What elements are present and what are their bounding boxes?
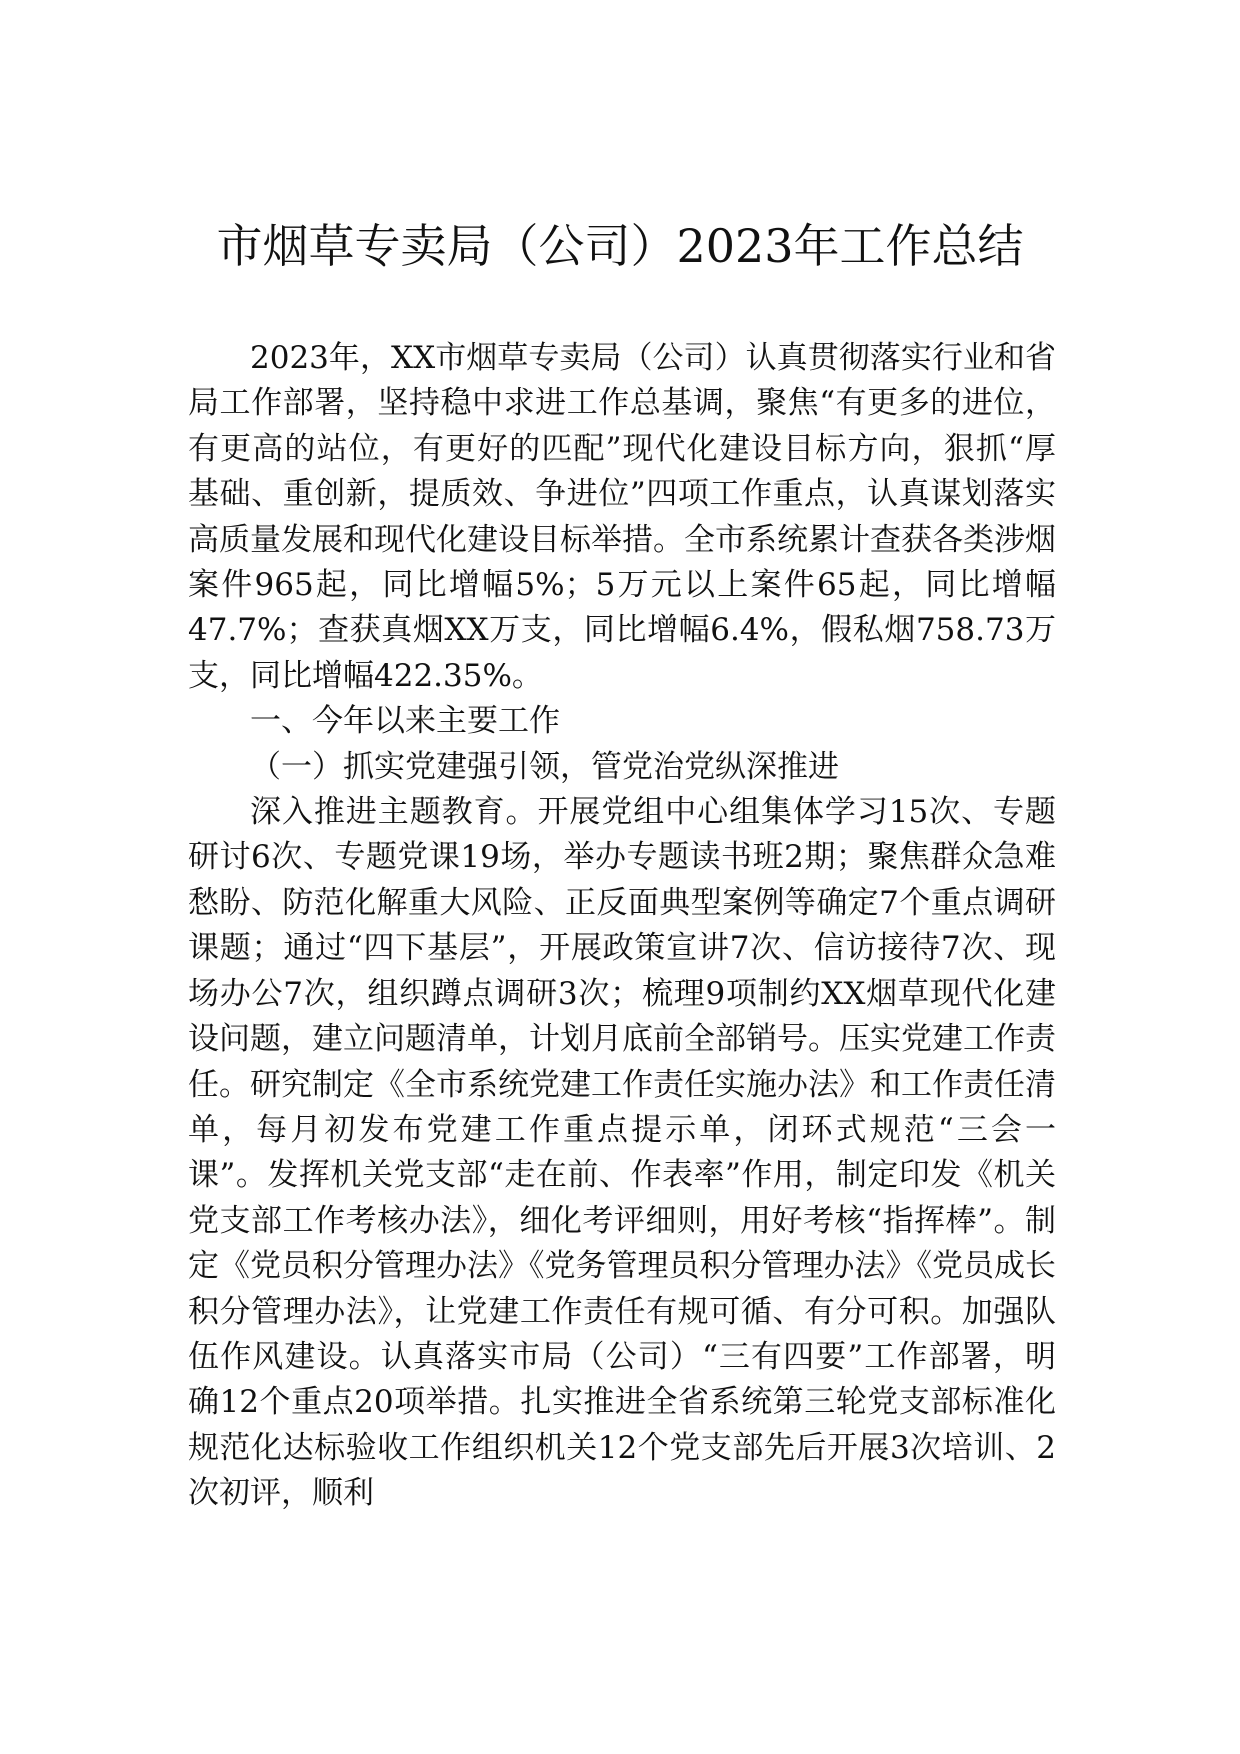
subsection-heading: （一）抓实党建强引领，管党治党纵深推进 [250, 748, 839, 785]
body-paragraph: 深入推进主题教育。开展党组中心组集体学习15次、专题研讨6次、专题党课19场，举办专题读书班2期；聚焦群众急难愁盼、防范化解重大风险、正反面典型案例等确定7个重点调研课题；通过“四下基层”，开展政策宣讲7次、信访接待7次、现场办公7次，组织蹲点调研3次；梳理9项制约XX烟草现代化建设问题，建立问题清单，计划月底前全部销号。压实党建工作责任。研究制定《全市系统党建工作责任实施办法》和工作责任清单，每月初发布党建工作重点提示单，闭环式规范“三会一课”。发挥机关党支部“走在前、作表率”作用，制定印发《机关党支部工作考核办法》，细化考评细则，用好考核“指挥棒”。制定《党员积分管理办法》《党务管理员积分管理办法》《党员成长积分管理办法》，让党建工作责任有规可循、有分可积。加强队伍作风建设。认真落实市局（公司）“三有四要”工作部署，明确12个重点20项举措。扎实推进全省系统第三轮党支部标准化规范化达标验收工作组织机关12个党支部先后开展3次培训、2次初评，顺利 [188, 794, 1056, 1512]
intro-paragraph: 2023年，XX市烟草专卖局（公司）认真贯彻落实行业和省局工作部署，坚持稳中求进工作总基调，聚焦“有更多的进位，有更高的站位，有更好的匹配”现代化建设目标方向，狠抓“厚基础、重创新，提质效、争进位”四项工作重点，认真谋划落实高质量发展和现代化建设目标举措。全市系统累计查获各类涉烟案件965起，同比增幅5%；5万元以上案件65起，同比增幅47.7%；查获真烟XX万支，同比增幅6.4%，假私烟758.73万支，同比增幅422.35%。 [188, 340, 1056, 694]
document-title: 市烟草专卖局（公司）2023年工作总结 [216, 219, 1024, 273]
section-heading: 一、今年以来主要工作 [250, 703, 560, 740]
document-body [188, 336, 1056, 1517]
